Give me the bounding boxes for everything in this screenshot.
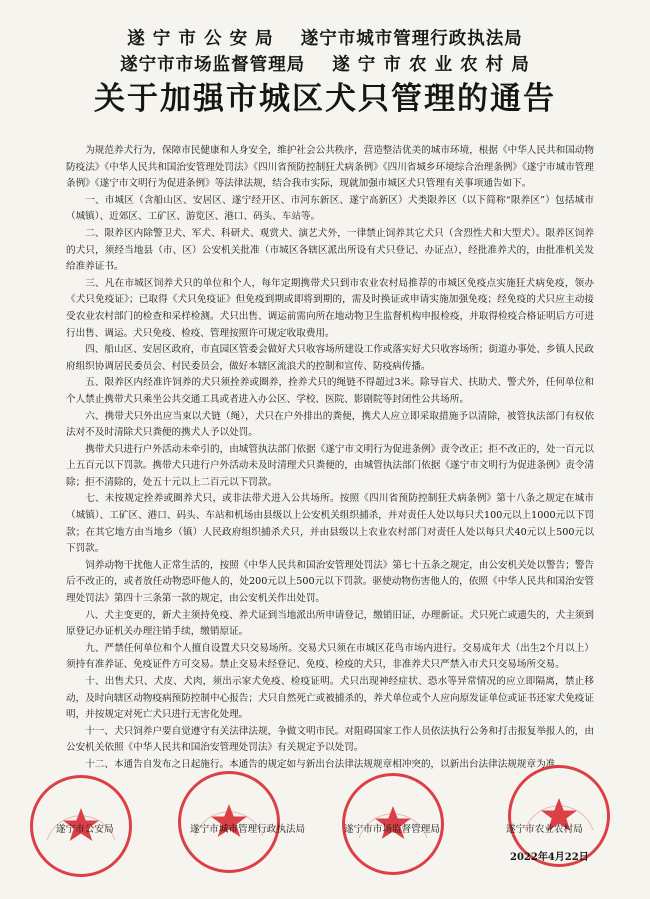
notice-body <box>66 143 594 774</box>
paragraph-7: 七、未按规定拴养或圈养犬只，或非法带犬进入公共场所。按照《四川省预防控制狂犬病条例》第十八条之规定在城市（城镇）、工矿区、港口、码头、车站和机场由县级以上公安机关组织捕杀，并对责任人处以每只犬100元以上1000元以下罚款；在其它地方由当地乡（镇）人民政府组织捕杀犬只，并由县级以上农业农村部门对责任人处以每只犬40元以上500元以下罚款。 <box>66 493 594 555</box>
paragraph-7-penalty: 饲养动物干扰他人正常生活的，按照《中华人民共和国治安管理处罚法》第七十五条之规定，由公安机关处以警告；警告后不改正的，或者放任动物恐吓他人的，处200元以上500元以下罚款。驱使动物伤害他人的，依照《中华人民共和国治安管理处罚法》第四十三条第一款的规定，由公安机关作出处罚。 <box>66 559 594 605</box>
paragraph-8: 八、犬主变更的，新犬主须持免疫、养犬证到当地派出所申请登记，缴销旧证，办理新证。犬只死亡或遗失的，犬主须到原登记办证机关办理注销手续，缴销原证。 <box>66 609 594 638</box>
paragraph-preamble: 为规范养犬行为，保障市民健康和人身安全，维护社会公共秩序，营造整洁优美的城市环境，根据《中华人民共和国动物防疫法》《中华人民共和国治安管理处罚法》《四川省预防控制狂犬病条例》《四川省城乡环境综合治理条例》《遂宁市城市管理条例》《遂宁市文明行为促进条例》等法律法规，结合我市实际，现就加强市城区犬只管理有关事项通告如下。 <box>66 145 594 190</box>
paragraph-12: 十二、本通告自发布之日起施行。本通告的规定如与新出台法律法规规章相冲突的，以新出台法律法规规章为准。 <box>85 758 565 770</box>
issuer-header <box>0 26 650 78</box>
signature-block <box>30 775 630 885</box>
issuer-market-supervision-bureau: 遂宁市市场监督管理局 <box>120 55 306 75</box>
paragraph-4: 四、船山区、安居区政府，市直园区管委会做好犬只收容场所建设工作或落实好犬只收容场所；街道办事处、乡镇人民政府组织协调居民委员会、村民委员会，做好本辖区流浪犬的控制和宣传、防疫病传播。 <box>66 344 594 372</box>
issue-date: 2022年4月22日 <box>510 852 589 863</box>
notice-title: 关于加强市城区犬只管理的通告 <box>94 81 556 117</box>
paragraph-2: 二、限养区内除警卫犬、军犬、科研犬、观赏犬、演艺犬外，一律禁止饲养其它犬只（含烈性犬和大型犬）。限养区饲养的犬只，须经当地县（市、区）公安机关批准（市城区各辖区派出所设有犬只登记、办证点），经批准养犬的，由批准机关发给准养证书。 <box>66 227 594 273</box>
paragraph-5: 五、限养区内经准许饲养的犬只须拴养或圈养，拴养犬只的绳链不得超过3米。除导盲犬、扶助犬、警犬外，任何单位和个人禁止携带犬只乘坐公共交通工具或者进入办公区、学校、医院、影剧院等封闭性公共场所。 <box>66 377 594 405</box>
paragraph-11: 十一、犬只饲养户要自觉遵守有关法律法规，争做文明市民。对阻碍国家工作人员依法执行公务和打击报复举报人的，由公安机关依照《中华人民共和国治安管理处罚法》有关规定予以处罚。 <box>66 725 594 754</box>
issuer-agriculture-bureau: 遂 宁 市 农 业 农 村 局 <box>332 55 530 75</box>
issuer-line-2 <box>0 52 650 78</box>
paragraph-1: 一、市城区（含船山区、安居区、遂宁经开区、市河东新区、遂宁高新区）犬类限养区（以下简称“限养区”）包括城市（城镇）、近郊区、工矿区、游览区、港口、码头、车站等。 <box>66 194 594 223</box>
paragraph-9: 九、严禁任何单位和个人擅自设置犬只交易场所。交易犬只须在市城区花鸟市场内进行。交易成年犬（出生2个月以上）须持有准养证、免疫证件方可交易。禁止交易未经登记、免疫、检疫的犬只，非准养犬只严禁入市犬只交易场所交易。 <box>66 642 594 671</box>
signature-urban-management-bureau: 遂宁市城市管理行政执法局 <box>190 824 306 835</box>
paragraph-10: 十、出售犬只、犬皮、犬肉，须出示家犬免疫、检疫证明。犬只出现神经症状、恐水等异常情况的应立即隔离，禁止移动，及时向辖区动物疫病预防控制中心报告；犬只自然死亡或被捕杀的，养犬单位或个人应向原发证单位或证书还家犬免疫证明，并按规定对死亡犬只进行无害化处理。 <box>66 676 594 721</box>
issuer-line-1 <box>0 26 650 52</box>
signature-police-bureau: 遂宁市公安局 <box>56 824 114 835</box>
paragraph-3: 三、凡在市城区饲养犬只的单位和个人，每年定期携带犬只到市农业农村局推荐的市城区免疫点实施狂犬病免疫，领办《犬只免疫证》；已取得《犬只免疫证》但免疫到期或即将到期的，需及时换证或申请实施加强免疫；经免疫的犬只应主动接受农业农村部门的检查和采样检测。犬只出售、调运前需向所在地动物卫生监督机构申报检疫，并取得检疫合格证明后方可进行出售、调运。犬只免疫、检疫、管理按照许可规定收取费用。 <box>66 277 594 339</box>
signature-market-supervision-bureau: 遂宁市市场监督管理局 <box>344 824 440 835</box>
issuer-police-bureau: 遂 宁 市 公 安 局 <box>127 29 274 49</box>
signature-agriculture-bureau: 遂宁市农业农村局 <box>506 824 583 835</box>
paragraph-6-penalty: 携带犬只进行户外活动未牵引的，由城管执法部门依据《遂宁市文明行为促进条例》责令改正；拒不改正的，处一百元以上五百元以下罚款。携带犬只进行户外活动未及时清理犬只粪便的，由城管执法部门依据《遂宁市文明行为促进条例》责令清除；拒不清除的，处五十元以上二百元以下罚款。 <box>66 443 594 488</box>
paragraph-6: 六、携带犬只外出应当束以犬链（绳），犬只在户外排出的粪便，携犬人应立即采取措施予以清除，被管执法部门有权依法对不及时清除犬只粪便的携犬人予以处罚。 <box>66 410 594 439</box>
issuer-urban-management-bureau: 遂宁市城市管理行政执法局 <box>300 29 523 49</box>
